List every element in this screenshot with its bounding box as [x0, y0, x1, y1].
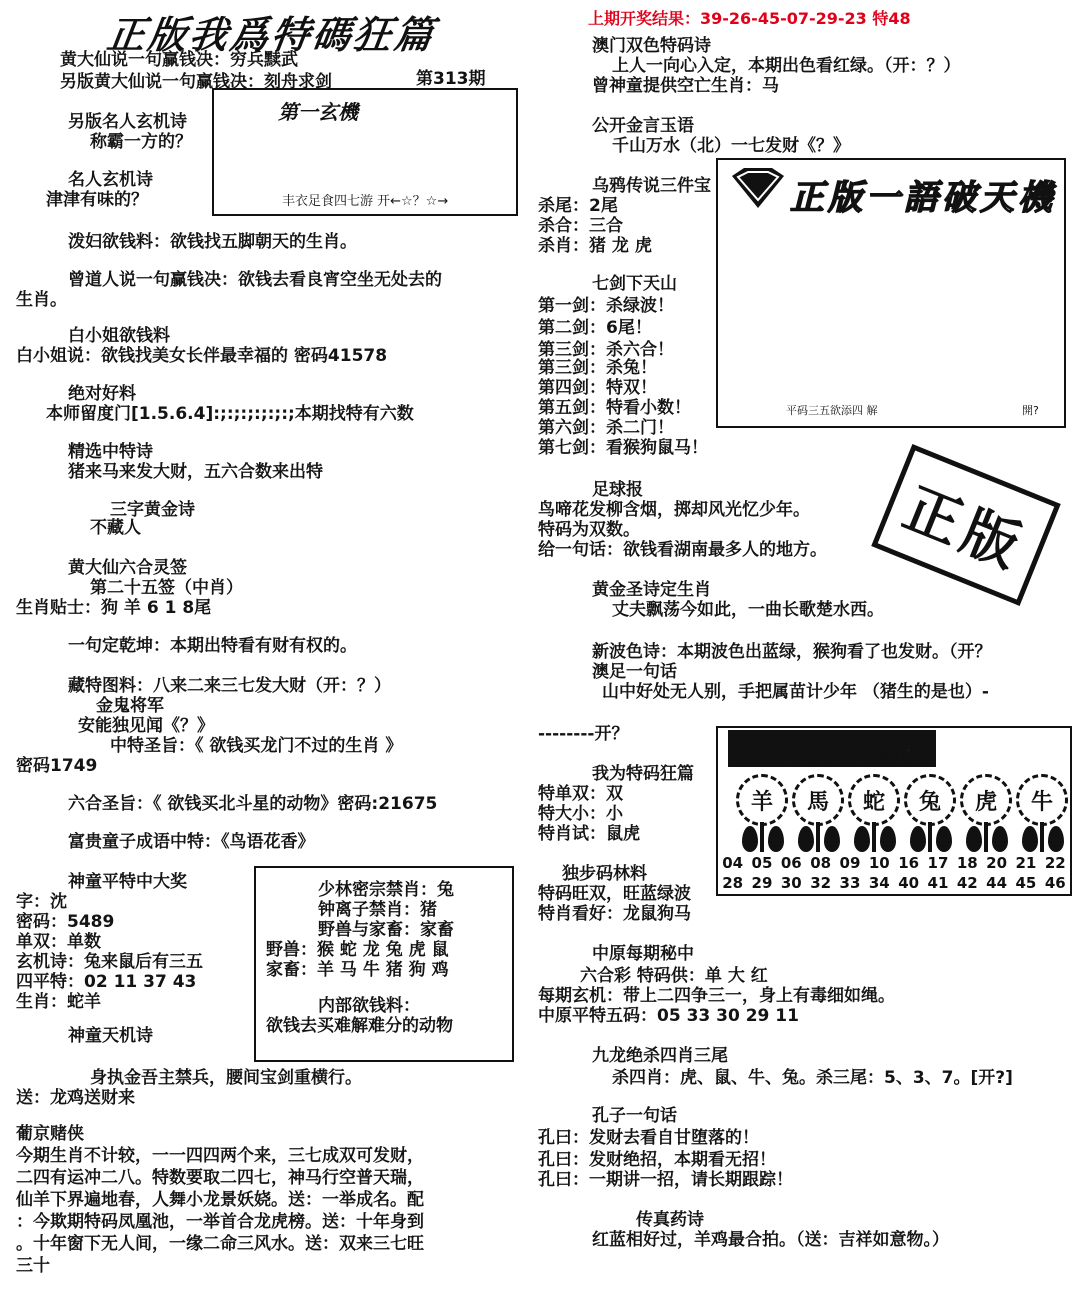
text-line: 安能独见闻《？》 — [78, 716, 214, 736]
sunflower-zodiac: 虎 — [960, 774, 1012, 826]
number-cell: 41 — [927, 874, 949, 892]
text-line: 传真药诗 — [636, 1210, 704, 1230]
text-line: 。十年窗下无人间，一缘二命三风水。送：双来三七旺 — [16, 1234, 424, 1254]
text-line: 特码旺双，旺蓝绿波 — [538, 884, 691, 904]
text-line: 第三剑：杀六合！ — [538, 340, 674, 360]
number-cell: 17 — [927, 854, 949, 872]
text-line: 第四剑：特双！ — [538, 378, 657, 398]
number-cell: 45 — [1015, 874, 1037, 892]
text-line: 七剑下天山 — [592, 274, 677, 294]
number-cell: 33 — [839, 874, 861, 892]
sunflower-stem — [816, 822, 820, 852]
text-line: 孔子一句话 — [592, 1106, 677, 1126]
text-line: 杀合：三合 — [538, 216, 623, 236]
number-row-1 — [718, 854, 1070, 872]
sunflower-leaf — [910, 826, 926, 852]
text-line: 二四有运冲二八。特数要取二四七，神马行空普天瑞， — [16, 1168, 424, 1188]
sunflower-leaf — [854, 826, 870, 852]
text-line: 山中好处无人别，手把属苗计少年 （猪生的是也）- — [602, 682, 989, 702]
sunflower-zodiac: 馬 — [792, 774, 844, 826]
text-line: 特单双：双 — [538, 784, 623, 804]
number-cell: 22 — [1044, 854, 1066, 872]
text-line: 每期玄机：带上二四争三一，身上有毒细如绳。 — [538, 986, 895, 1006]
zhengban-stamp: 正版 — [871, 444, 1061, 606]
text-line: 富贵童子成语中特：《鸟语花香》 — [68, 832, 315, 852]
text-line: 特大小：小 — [538, 804, 623, 824]
text-line: 不藏人 — [90, 518, 141, 538]
text-line: 六合彩 特码供：单 大 红 — [580, 966, 768, 986]
text-line: 三十 — [16, 1256, 50, 1276]
text-line: 身执金吾主禁兵，腰间宝剑重横行。 — [90, 1068, 362, 1088]
text-line: 中原每期秘中 — [592, 944, 694, 964]
text-line: 精选中特诗 — [68, 442, 153, 462]
number-cell: 06 — [780, 854, 802, 872]
box-text-line: 钟离子禁肖：猪 — [318, 900, 437, 920]
text-line: 第七剑：看猴狗鼠马！ — [538, 438, 708, 458]
box-text-line: 野兽与家畜：家畜 — [318, 920, 454, 940]
text-line: 本师留度门[1.5.6.4]:;:;:;:;:;:;本期找特有六数 — [46, 404, 414, 424]
text-line: 单双：单数 — [16, 932, 101, 952]
text-line: 特码为双数。 — [538, 520, 640, 540]
text-line: 另版黄大仙说一句赢钱决：刻舟求剑 — [60, 72, 332, 92]
number-cell: 10 — [868, 854, 890, 872]
text-line: 曾神童提供空亡生肖：马 — [592, 76, 779, 96]
gem-open: 開? — [1022, 404, 1039, 417]
text-line: ：今欺期特码凤凰池，一举首合龙虎榜。送：十年身到 — [16, 1212, 424, 1232]
text-line: 第五剑：特看小数！ — [538, 398, 691, 418]
text-line: 送：龙鸡送财来 — [16, 1088, 135, 1108]
text-line: 仙羊下界遍地春，人舞小龙景妖娆。送：一举成名。配 — [16, 1190, 424, 1210]
text-line: 六合圣旨：《 欲钱买北斗星的动物》密码:21675 — [68, 794, 438, 814]
sunflower-title: 東方葵花六肖料 — [728, 730, 936, 767]
text-line: 白小姐欲钱料 — [68, 326, 170, 346]
text-line: 千山万水（北）一七发财《？》 — [612, 136, 850, 156]
text-line: 给一句话：欲钱看湖南最多人的地方。 — [538, 540, 827, 560]
sunflower-leaf — [880, 826, 896, 852]
number-cell: 20 — [986, 854, 1008, 872]
text-line: 第二剑：6尾！ — [538, 318, 652, 338]
number-cell: 34 — [868, 874, 890, 892]
text-line: 一句定乾坤：本期出特看有财有权的。 — [68, 636, 357, 656]
text-line: 字：沈 — [16, 892, 67, 912]
text-line: 津津有味的？ — [46, 190, 148, 210]
text-line: 孔曰：发财去看自甘堕落的！ — [538, 1128, 759, 1148]
text-line: 特肖试：鼠虎 — [538, 824, 640, 844]
text-line: 足球报 — [592, 480, 643, 500]
sunflower-leaf — [992, 826, 1008, 852]
text-line: 神童天机诗 — [68, 1026, 153, 1046]
text-line: 鸟啼花发柳含烟，掷却风光忆少年。 — [538, 500, 810, 520]
text-line: 三字黄金诗 — [110, 500, 195, 520]
sunflower-zodiac: 兔 — [904, 774, 956, 826]
text-line: 第三剑：杀兔！ — [538, 358, 657, 378]
text-line: 生肖贴士：狗 羊 6 1 8尾 — [16, 598, 212, 618]
number-cell: 44 — [986, 874, 1008, 892]
issue-number: 第313期 — [416, 69, 486, 89]
sunflower-leaf — [824, 826, 840, 852]
number-cell: 32 — [810, 874, 832, 892]
sunflower-stem — [760, 822, 764, 852]
page-title: 正版我爲特碼狂篇 — [104, 13, 439, 57]
text-line: 称霸一方的？ — [90, 132, 192, 152]
text-line: 澳足一句话 — [592, 662, 677, 682]
text-line: 生肖：蛇羊 — [16, 992, 101, 1012]
number-cell: 46 — [1044, 874, 1066, 892]
text-line: 密码1749 — [16, 756, 98, 776]
sunflower-box — [716, 726, 1072, 896]
sunflower-leaf — [768, 826, 784, 852]
sunflower-leaf — [742, 826, 758, 852]
text-line: 藏特图料：八来二来三七发大财（开：？） — [68, 676, 391, 696]
number-cell: 28 — [722, 874, 744, 892]
sunflower-zodiac: 牛 — [1016, 774, 1068, 826]
sunflower-stem — [928, 822, 932, 852]
text-line: 丈夫飘荡今如此，一曲长歌楚水西。 — [612, 600, 884, 620]
gem-caption: 平码三五欲添四 解 — [786, 404, 878, 417]
text-line: 名人玄机诗 — [68, 170, 153, 190]
number-cell: 08 — [810, 854, 832, 872]
text-line: 今期生肖不计较，一一四四两个来，三七成双可发财， — [16, 1146, 424, 1166]
text-line: 神童平特中大奖 — [68, 872, 187, 892]
text-line: 杀四肖：虎、鼠、牛、兔。杀三尾：5、3、7。[开?] — [612, 1068, 1013, 1088]
text-line: 上人一向心入定，本期出色看红绿。（开：？） — [612, 56, 961, 76]
box-text-line: 内部欲钱料： — [318, 996, 420, 1016]
text-line: 中特圣旨：《 欲钱买龙门不过的生肖 》 — [110, 736, 403, 756]
text-line: 孔曰：一期讲一招，请长期跟踪！ — [538, 1170, 793, 1190]
box-text-line: 野兽：猴 蛇 龙 兔 虎 鼠 — [266, 940, 449, 960]
text-line: 中原平特五码：05 33 30 29 11 — [538, 1006, 799, 1026]
xuanji-title: 第一玄機 — [278, 100, 358, 124]
text-line: 绝对好料 — [68, 384, 136, 404]
sunflower-zodiac: 羊 — [736, 774, 788, 826]
box-text-line: 欲钱去买难解难分的动物 — [266, 1016, 453, 1036]
text-line: 乌鸦传说三件宝 — [592, 176, 711, 196]
text-line: 金鬼将军 — [96, 696, 164, 716]
number-cell: 05 — [751, 854, 773, 872]
text-line: 四平特：02 11 37 43 — [16, 972, 197, 992]
text-line: --------开？ — [538, 724, 629, 744]
xuanji-caption: 丰衣足食四七游 开←☆？☆→ — [282, 194, 449, 209]
text-line: 玄机诗：兔来鼠后有三五 — [16, 952, 203, 972]
text-line: 第二十五签（中肖） — [90, 578, 243, 598]
sunflower-leaf — [936, 826, 952, 852]
text-line: 第一剑：杀绿波！ — [538, 296, 674, 316]
xuanji-box — [212, 88, 518, 216]
sunflower-zodiac: 蛇 — [848, 774, 900, 826]
number-cell: 21 — [1015, 854, 1037, 872]
diamond-icon — [728, 166, 788, 210]
sunflower-leaf — [1048, 826, 1064, 852]
text-line: 另版名人玄机诗 — [68, 112, 187, 132]
text-line: 第六剑：杀二门！ — [538, 418, 674, 438]
text-line: 特肖看好：龙鼠狗马 — [538, 904, 691, 924]
text-line: 九龙绝杀四肖三尾 — [592, 1046, 728, 1066]
text-line: 公开金言玉语 — [592, 116, 694, 136]
text-line: 曾道人说一句赢钱决：欲钱去看良宵空坐无处去的 — [68, 270, 442, 290]
text-line: 白小姐说：欲钱找美女长伴最幸福的 密码41578 — [16, 346, 388, 366]
text-line: 黄大仙六合灵签 — [68, 558, 187, 578]
text-line: 杀尾：2尾 — [538, 196, 618, 216]
box-text-line: 少林密宗禁肖：兔 — [318, 880, 454, 900]
sunflower-stem — [984, 822, 988, 852]
text-line: 杀肖：猪 龙 虎 — [538, 236, 652, 256]
sunflower-leaf — [966, 826, 982, 852]
text-line: 孔曰：发财绝招，本期看无招！ — [538, 1150, 776, 1170]
box-text-line: 家畜：羊 马 牛 猪 狗 鸡 — [266, 960, 449, 980]
text-line: 生肖。 — [16, 290, 67, 310]
number-cell: 09 — [839, 854, 861, 872]
text-line: 黄金圣诗定生肖 — [592, 580, 711, 600]
number-row-2 — [718, 874, 1070, 892]
text-line: 密码：5489 — [16, 912, 115, 932]
text-line: 我为特码狂篇 — [592, 764, 694, 784]
text-line: 葡京赌侠 — [16, 1124, 84, 1144]
text-line: 黄大仙说一句赢钱决：穷兵黩武 — [60, 50, 298, 70]
text-line: 澳门双色特码诗 — [592, 36, 711, 56]
last-result: 上期开奖结果：39-26-45-07-29-23 特48 — [588, 9, 911, 28]
number-cell: 18 — [956, 854, 978, 872]
text-line: 猪来马来发大财，五六合数来出特 — [68, 462, 323, 482]
text-line: 红蓝相好过，羊鸡最合拍。（送：吉祥如意物。） — [592, 1230, 949, 1250]
number-cell: 04 — [722, 854, 744, 872]
sunflower-leaf — [1022, 826, 1038, 852]
number-cell: 40 — [898, 874, 920, 892]
gem-title: 正版一語破天機 — [790, 178, 1056, 218]
number-cell: 42 — [956, 874, 978, 892]
sunflower-stem — [1040, 822, 1044, 852]
sunflower-stem — [872, 822, 876, 852]
sunflower-leaf — [798, 826, 814, 852]
number-cell: 16 — [898, 854, 920, 872]
text-line: 新波色诗：本期波色出蓝绿，猴狗看了也发财。（开？ — [592, 642, 992, 662]
text-line: 泼妇欲钱料：欲钱找五脚朝天的生肖。 — [68, 232, 357, 252]
shaolin-box — [254, 866, 514, 1062]
text-line: 独步码林料 — [562, 864, 647, 884]
number-cell: 30 — [780, 874, 802, 892]
number-cell: 29 — [751, 874, 773, 892]
